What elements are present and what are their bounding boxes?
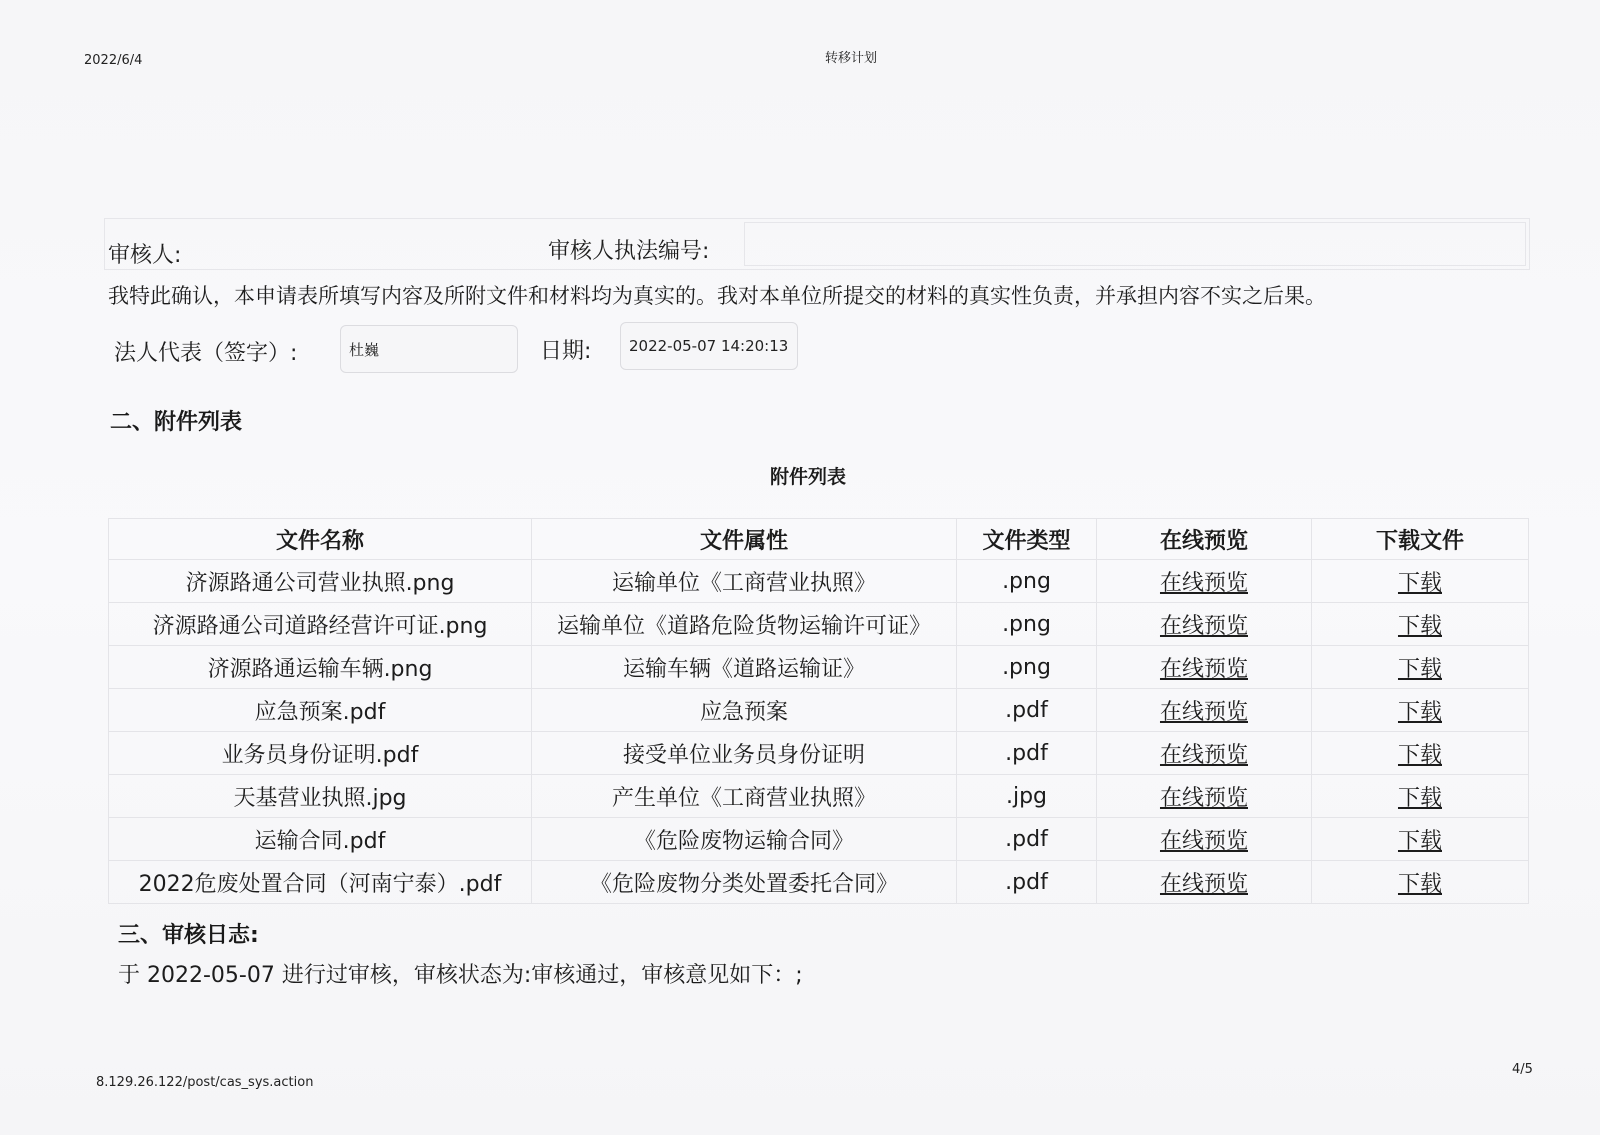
file-attribute-cell: 运输车辆《道路运输证》	[532, 646, 957, 689]
table-row	[109, 560, 1529, 603]
table-row	[109, 861, 1529, 904]
date-label: 日期:	[540, 339, 592, 364]
file-attribute-cell: 《危险废物分类处置委托合同》	[532, 861, 957, 904]
file-name-cell: 济源路通公司营业执照.png	[109, 560, 532, 603]
download-link[interactable]: 下载	[1312, 560, 1529, 603]
download-link[interactable]: 下载	[1312, 732, 1529, 775]
reviewer-id-field[interactable]	[744, 222, 1526, 266]
reviewer-label: 审核人:	[108, 243, 182, 268]
table-row	[109, 775, 1529, 818]
table-row	[109, 646, 1529, 689]
download-link[interactable]: 下载	[1312, 689, 1529, 732]
column-header-file-name: 文件名称	[109, 519, 532, 560]
download-link[interactable]: 下载	[1312, 861, 1529, 904]
file-name-cell: 应急预案.pdf	[109, 689, 532, 732]
attachments-table	[108, 518, 1529, 904]
preview-link[interactable]: 在线预览	[1097, 560, 1312, 603]
audit-log-section-heading: 三、审核日志:	[118, 923, 259, 948]
file-attribute-cell: 运输单位《工商营业执照》	[532, 560, 957, 603]
file-type-cell: .pdf	[957, 689, 1097, 732]
download-link[interactable]: 下载	[1312, 646, 1529, 689]
file-type-cell: .pdf	[957, 732, 1097, 775]
file-attribute-cell: 运输单位《道路危险货物运输许可证》	[532, 603, 957, 646]
preview-link[interactable]: 在线预览	[1097, 775, 1312, 818]
date-field[interactable]: 2022-05-07 14:20:13	[620, 322, 798, 370]
print-title: 转移计划	[825, 51, 878, 66]
file-name-cell: 运输合同.pdf	[109, 818, 532, 861]
file-name-cell: 济源路通公司道路经营许可证.png	[109, 603, 532, 646]
table-row	[109, 603, 1529, 646]
table-row	[109, 818, 1529, 861]
download-link[interactable]: 下载	[1312, 603, 1529, 646]
column-header-download: 下载文件	[1312, 519, 1529, 560]
column-header-file-attribute: 文件属性	[532, 519, 957, 560]
preview-link[interactable]: 在线预览	[1097, 603, 1312, 646]
file-type-cell: .pdf	[957, 861, 1097, 904]
attachments-section-heading: 二、附件列表	[110, 410, 243, 435]
download-link[interactable]: 下载	[1312, 818, 1529, 861]
file-name-cell: 2022危废处置合同（河南宁泰）.pdf	[109, 861, 532, 904]
file-type-cell: .png	[957, 646, 1097, 689]
file-type-cell: .pdf	[957, 818, 1097, 861]
declaration-text: 我特此确认，本申请表所填写内容及所附文件和材料均为真实的。我对本单位所提交的材料的真实性负责，并承担内容不实之后果。	[108, 284, 1326, 308]
file-type-cell: .png	[957, 603, 1097, 646]
table-header-row	[109, 519, 1529, 560]
legal-representative-field[interactable]: 杜巍	[340, 325, 518, 373]
file-attribute-cell: 产生单位《工商营业执照》	[532, 775, 957, 818]
file-attribute-cell: 应急预案	[532, 689, 957, 732]
file-attribute-cell: 接受单位业务员身份证明	[532, 732, 957, 775]
column-header-file-type: 文件类型	[957, 519, 1097, 560]
file-type-cell: .png	[957, 560, 1097, 603]
file-type-cell: .jpg	[957, 775, 1097, 818]
preview-link[interactable]: 在线预览	[1097, 861, 1312, 904]
column-header-preview: 在线预览	[1097, 519, 1312, 560]
audit-log-entry: 于 2022-05-07 进行过审核，审核状态为:审核通过，审核意见如下：;	[118, 963, 803, 988]
print-date: 2022/6/4	[84, 53, 143, 68]
print-url: 8.129.26.122/post/cas_sys.action	[96, 1075, 314, 1090]
table-row	[109, 732, 1529, 775]
attachments-table-caption: 附件列表	[770, 466, 847, 488]
download-link[interactable]: 下载	[1312, 775, 1529, 818]
preview-link[interactable]: 在线预览	[1097, 689, 1312, 732]
legal-representative-label: 法人代表（签字）:	[114, 341, 298, 366]
preview-link[interactable]: 在线预览	[1097, 732, 1312, 775]
reviewer-id-label: 审核人执法编号:	[548, 239, 710, 264]
file-attribute-cell: 《危险废物运输合同》	[532, 818, 957, 861]
page-number: 4/5	[1512, 1062, 1533, 1077]
preview-link[interactable]: 在线预览	[1097, 818, 1312, 861]
file-name-cell: 业务员身份证明.pdf	[109, 732, 532, 775]
file-name-cell: 济源路通运输车辆.png	[109, 646, 532, 689]
file-name-cell: 天基营业执照.jpg	[109, 775, 532, 818]
preview-link[interactable]: 在线预览	[1097, 646, 1312, 689]
table-row	[109, 689, 1529, 732]
